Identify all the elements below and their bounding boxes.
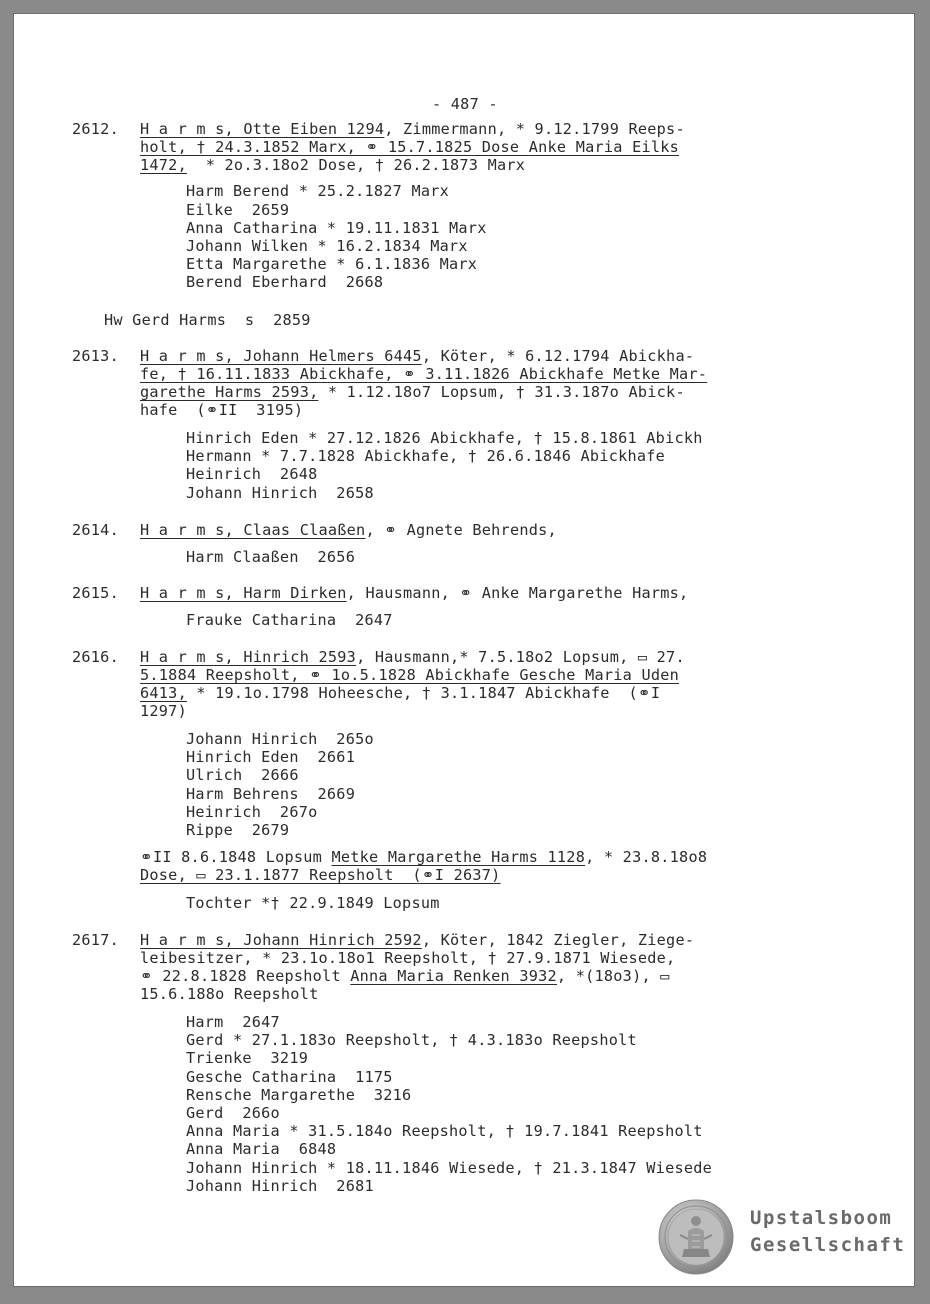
- child-line: Frauke Catharina 2647: [186, 611, 393, 629]
- child-line: Hinrich Eden 2661: [186, 748, 356, 766]
- entry-line: 1297): [140, 702, 187, 720]
- child-line: Harm Behrens 2669: [186, 785, 356, 803]
- entry-line: 15.6.188o Reepsholt: [140, 985, 319, 1003]
- second-marriage-line: Dose, ▭ 23.1.1877 Reepsholt (⚭I 2637): [140, 866, 501, 884]
- child-line: Harm 2647: [186, 1013, 280, 1031]
- entry-line: garethe Harms 2593, * 1.12.18o7 Lopsum, † 31.3.187o Abick-: [140, 383, 685, 401]
- child-line: Johann Hinrich 2658: [186, 484, 374, 502]
- document-page: [14, 14, 914, 1286]
- child-line: Eilke 2659: [186, 201, 290, 219]
- child-line: Harm Berend * 25.2.1827 Marx: [186, 182, 450, 200]
- entry-line: H a r m s, Claas Claaßen, ⚭ Agnete Behrends,: [140, 521, 557, 539]
- entry-line: H a r m s, Harm Dirken, Hausmann, ⚭ Anke Margarethe Harms,: [140, 584, 689, 602]
- entry-line: leibesitzer, * 23.1o.18o1 Reepsholt, † 27.9.1871 Wiesede,: [140, 949, 676, 967]
- entry-line: hafe (⚭II 3195): [140, 401, 304, 419]
- entry-number-2615: 2615.: [72, 584, 119, 602]
- entry-number-2614: 2614.: [72, 521, 119, 539]
- entry-line: H a r m s, Johann Hinrich 2592, Köter, 1842 Ziegler, Ziege-: [140, 931, 695, 949]
- entry-line: H a r m s, Hinrich 2593, Hausmann,* 7.5.18o2 Lopsum, ▭ 27.: [140, 648, 685, 666]
- entry-line: 1472, * 2o.3.18o2 Dose, † 26.2.1873 Marx: [140, 156, 526, 174]
- child-line: Berend Eberhard 2668: [186, 273, 384, 291]
- entry-line: 5.1884 Reepsholt, ⚭ 1o.5.1828 Abickhafe Gesche Maria Uden: [140, 666, 680, 684]
- child-line: Hermann * 7.7.1828 Abickhafe, † 26.6.1846 Abickhafe: [186, 447, 666, 465]
- child-line: Heinrich 2648: [186, 465, 318, 483]
- entry-line: holt, † 24.3.1852 Marx, ⚭ 15.7.1825 Dose Anke Maria Eilks: [140, 138, 680, 156]
- child-line: Johann Hinrich 265o: [186, 730, 374, 748]
- logo-text: [750, 1205, 905, 1259]
- child-line: Anna Maria * 31.5.184o Reepsholt, † 19.7.1841 Reepsholt: [186, 1122, 703, 1140]
- entry-number-2613: 2613.: [72, 347, 119, 365]
- child-line: Anna Maria 6848: [186, 1140, 337, 1158]
- entry-number-2617: 2617.: [72, 931, 119, 949]
- hw-line: Hw Gerd Harms s 2859: [104, 311, 311, 329]
- seal-icon: [658, 1199, 734, 1275]
- child-line: Gerd 266o: [186, 1104, 280, 1122]
- logo-line-2: Gesellschaft: [750, 1234, 906, 1256]
- child-line: Ulrich 2666: [186, 766, 299, 784]
- child-line: Gerd * 27.1.183o Reepsholt, † 4.3.183o Reepsholt: [186, 1031, 637, 1049]
- child-line: Rensche Margarethe 3216: [186, 1086, 412, 1104]
- child-line: Gesche Catharina 1175: [186, 1068, 393, 1086]
- child-line: Johann Hinrich * 18.11.1846 Wiesede, † 21.3.1847 Wiesede: [186, 1159, 713, 1177]
- entry-number-2616: 2616.: [72, 648, 119, 666]
- entry-line: ⚭ 22.8.1828 Reepsholt Anna Maria Renken 3932, *(18o3), ▭: [140, 967, 670, 985]
- logo-line-1: Upstalsboom: [750, 1207, 893, 1229]
- child-line: Etta Margarethe * 6.1.1836 Marx: [186, 255, 478, 273]
- child-line: Johann Wilken * 16.2.1834 Marx: [186, 237, 468, 255]
- page-number: - 487 -: [432, 95, 498, 113]
- entry-line: fe, † 16.11.1833 Abickhafe, ⚭ 3.11.1826 Abickhafe Metke Mar-: [140, 365, 708, 383]
- child-line: Harm Claaßen 2656: [186, 548, 356, 566]
- typed-text: [14, 14, 914, 1286]
- second-marriage-line: ⚭II 8.6.1848 Lopsum Metke Margarethe Harms 1128, * 23.8.18o8: [140, 848, 708, 866]
- child-line: Rippe 2679: [186, 821, 290, 839]
- child-line: Heinrich 267o: [186, 803, 318, 821]
- entry-number-2612: 2612.: [72, 120, 119, 138]
- entry-line: 6413, * 19.1o.1798 Hoheesche, † 3.1.1847 Abickhafe (⚭I: [140, 684, 661, 702]
- child-line: Hinrich Eden * 27.12.1826 Abickhafe, † 15.8.1861 Abickh: [186, 429, 703, 447]
- entry-line: H a r m s, Johann Helmers 6445, Köter, * 6.12.1794 Abickha-: [140, 347, 695, 365]
- upstalsboom-logo: [658, 1199, 908, 1275]
- entry-line: H a r m s, Otte Eiben 1294, Zimmermann, * 9.12.1799 Reeps-: [140, 120, 685, 138]
- child-line: Trienke 3219: [186, 1049, 309, 1067]
- child-line: Johann Hinrich 2681: [186, 1177, 374, 1195]
- child-line: Anna Catharina * 19.11.1831 Marx: [186, 219, 487, 237]
- child-line: Tochter *† 22.9.1849 Lopsum: [186, 894, 440, 912]
